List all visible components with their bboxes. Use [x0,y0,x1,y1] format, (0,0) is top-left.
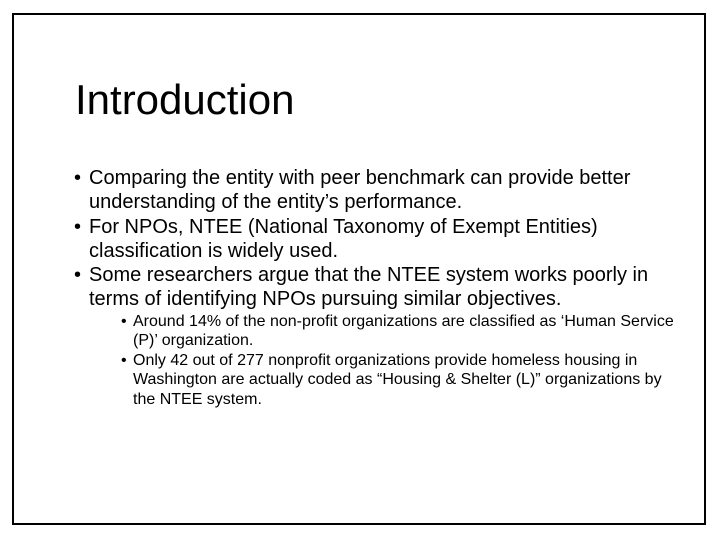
bullet-marker: • [74,167,82,189]
bullet-text: Comparing the entity with peer benchmark can provide better understanding of the entity’s performance. [89,167,631,214]
bullet-item [74,215,674,264]
bullet-list [74,166,674,409]
sub-bullet-text: Around 14% of the non-profit organizations are classified as ‘Human Service (P)’ organization. [133,312,674,350]
bullet-marker: • [121,312,127,330]
bullet-text: Some researchers argue that the NTEE system works poorly in terms of identifying NPOs pursuing similar objectives. [89,264,649,311]
bullet-item [74,166,674,215]
bullet-marker: • [74,264,82,287]
sub-bullet-item [121,312,674,351]
slide-title: Introduction [75,76,295,123]
bullet-marker: • [74,215,82,238]
sub-bullet-text: Only 42 out of 277 nonprofit organizations provide homeless housing in Washington are actually coded as “Housing & Shelter (L)” organizations by the NTEE system. [133,351,662,408]
bullet-item [74,263,674,409]
bullet-marker: • [121,351,127,369]
sub-bullet-item [121,351,674,410]
sub-bullet-list [89,312,674,410]
bullet-text: For NPOs, NTEE (National Taxonomy of Exempt Entities) classification is widely used. [89,215,598,262]
